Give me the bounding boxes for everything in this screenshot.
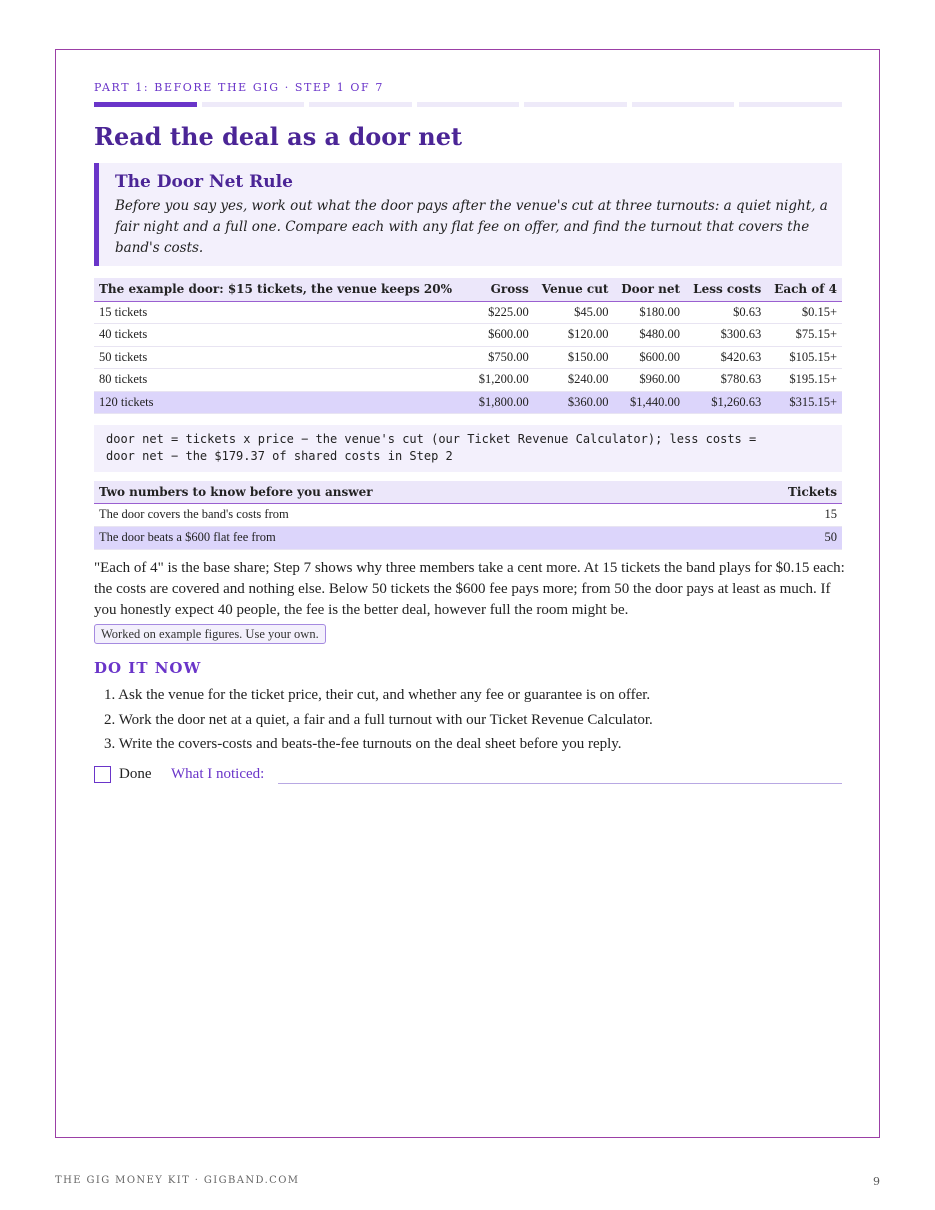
- action-step: 3. Write the covers-costs and beats-the-fee turnouts on the deal sheet before you reply.: [104, 736, 622, 752]
- formula-line: door net − the $179.37 of shared costs in Step 2: [106, 449, 453, 463]
- table-row-highlighted: [94, 526, 842, 549]
- door-net-table: [94, 278, 842, 414]
- table-cell: $75.15+: [766, 324, 842, 347]
- table-cell: $45.00: [534, 301, 614, 324]
- rule-heading: The Door Net Rule: [115, 172, 293, 192]
- progress-segment: [309, 102, 412, 107]
- example-figures-note: Worked on example figures. Use your own.: [94, 624, 326, 644]
- table-cell: $225.00: [471, 301, 533, 324]
- table-row: [94, 301, 842, 324]
- footer-title: THE GIG MONEY KIT · GIGBAND.COM: [55, 1175, 300, 1186]
- rule-callout: [94, 163, 842, 266]
- table-header-row: [94, 278, 842, 301]
- table-cell: $600.00: [471, 324, 533, 347]
- noticed-input-line[interactable]: [278, 783, 842, 784]
- table-cell: 15: [713, 503, 842, 526]
- progress-segment: [417, 102, 520, 107]
- table-cell: $780.63: [685, 369, 766, 392]
- column-header: Tickets: [713, 481, 842, 503]
- progress-segment: [94, 102, 197, 107]
- table-cell: 50 tickets: [94, 346, 471, 369]
- table-cell: $1,800.00: [471, 391, 533, 414]
- done-checkbox[interactable]: [94, 766, 111, 783]
- formula-block: [94, 425, 842, 472]
- table-cell: $195.15+: [766, 369, 842, 392]
- table-cell: $1,200.00: [471, 369, 533, 392]
- table-cell: $105.15+: [766, 346, 842, 369]
- noticed-label: What I noticed:: [171, 766, 265, 782]
- table-cell: $0.15+: [766, 301, 842, 324]
- page-frame: [55, 49, 880, 1138]
- column-header: Less costs: [685, 278, 766, 301]
- action-step: 1. Ask the venue for the ticket price, their cut, and whether any fee or guarantee is on offer.: [104, 687, 651, 703]
- table-cell: $960.00: [613, 369, 685, 392]
- column-header: Two numbers to know before you answer: [94, 481, 713, 503]
- progress-segment: [524, 102, 627, 107]
- explanation-paragraph: "Each of 4" is the base share; Step 7 shows why three members take a cent more. At 15 tickets the band plays for $0.15 each: the costs are covered and nothing else. Below 50 tickets the $600 fee pays more; from 50 the door pays at least as much. If you honestly expect 40 people, the fee is the better deal, however full the room might be.: [94, 560, 845, 618]
- table-cell: $420.63: [685, 346, 766, 369]
- column-header: The example door: $15 tickets, the venue keeps 20%: [94, 278, 471, 301]
- table-row: [94, 324, 842, 347]
- table-cell: $315.15+: [766, 391, 842, 414]
- table-cell: $240.00: [534, 369, 614, 392]
- table-cell: 40 tickets: [94, 324, 471, 347]
- table-cell: $300.63: [685, 324, 766, 347]
- table-row: [94, 503, 842, 526]
- table-cell: $360.00: [534, 391, 614, 414]
- table-cell: $1,260.63: [685, 391, 766, 414]
- section-kicker: PART 1: BEFORE THE GIG · STEP 1 OF 7: [94, 81, 384, 94]
- table-cell: The door covers the band's costs from: [94, 503, 713, 526]
- table-row-highlighted: [94, 391, 842, 414]
- action-step: 2. Work the door net at a quiet, a fair and a full turnout with our Ticket Revenue Calculator.: [104, 711, 653, 728]
- column-header: Each of 4: [766, 278, 842, 301]
- table-cell: 120 tickets: [94, 391, 471, 414]
- table-cell: 15 tickets: [94, 301, 471, 324]
- table-cell: $750.00: [471, 346, 533, 369]
- rule-body: Before you say yes, work out what the door pays after the venue's cut at three turnouts: a quiet night, a fair night and a full one. Compare each with any flat fee on offer, and find the turnout that covers the band's costs.: [115, 198, 828, 256]
- page-number: 9: [873, 1175, 880, 1188]
- progress-segment: [202, 102, 305, 107]
- column-header: Gross: [471, 278, 533, 301]
- formula-line: door net = tickets x price − the venue's cut (our Ticket Revenue Calculator); less costs =: [106, 432, 757, 446]
- table-cell: 50: [713, 526, 842, 549]
- table-cell: $180.00: [613, 301, 685, 324]
- done-row: [94, 765, 842, 785]
- table-row: [94, 346, 842, 369]
- table-cell: The door beats a $600 flat fee from: [94, 526, 713, 549]
- table-cell: $480.00: [613, 324, 685, 347]
- done-label: Done: [119, 766, 152, 782]
- table-cell: $600.00: [613, 346, 685, 369]
- table-cell: 80 tickets: [94, 369, 471, 392]
- table-cell: $1,440.00: [613, 391, 685, 414]
- page-title: Read the deal as a door net: [94, 122, 463, 151]
- table-row: [94, 369, 842, 392]
- progress-segment: [632, 102, 735, 107]
- column-header: Venue cut: [534, 278, 614, 301]
- do-it-now-heading: DO IT NOW: [94, 659, 202, 677]
- table-cell: $120.00: [534, 324, 614, 347]
- table-cell: $150.00: [534, 346, 614, 369]
- key-numbers-table: [94, 481, 842, 550]
- column-header: Door net: [613, 278, 685, 301]
- step-progress-bar: [94, 102, 842, 107]
- table-header-row: [94, 481, 842, 503]
- action-steps-list: [104, 683, 844, 757]
- progress-segment: [739, 102, 842, 107]
- table-cell: $0.63: [685, 301, 766, 324]
